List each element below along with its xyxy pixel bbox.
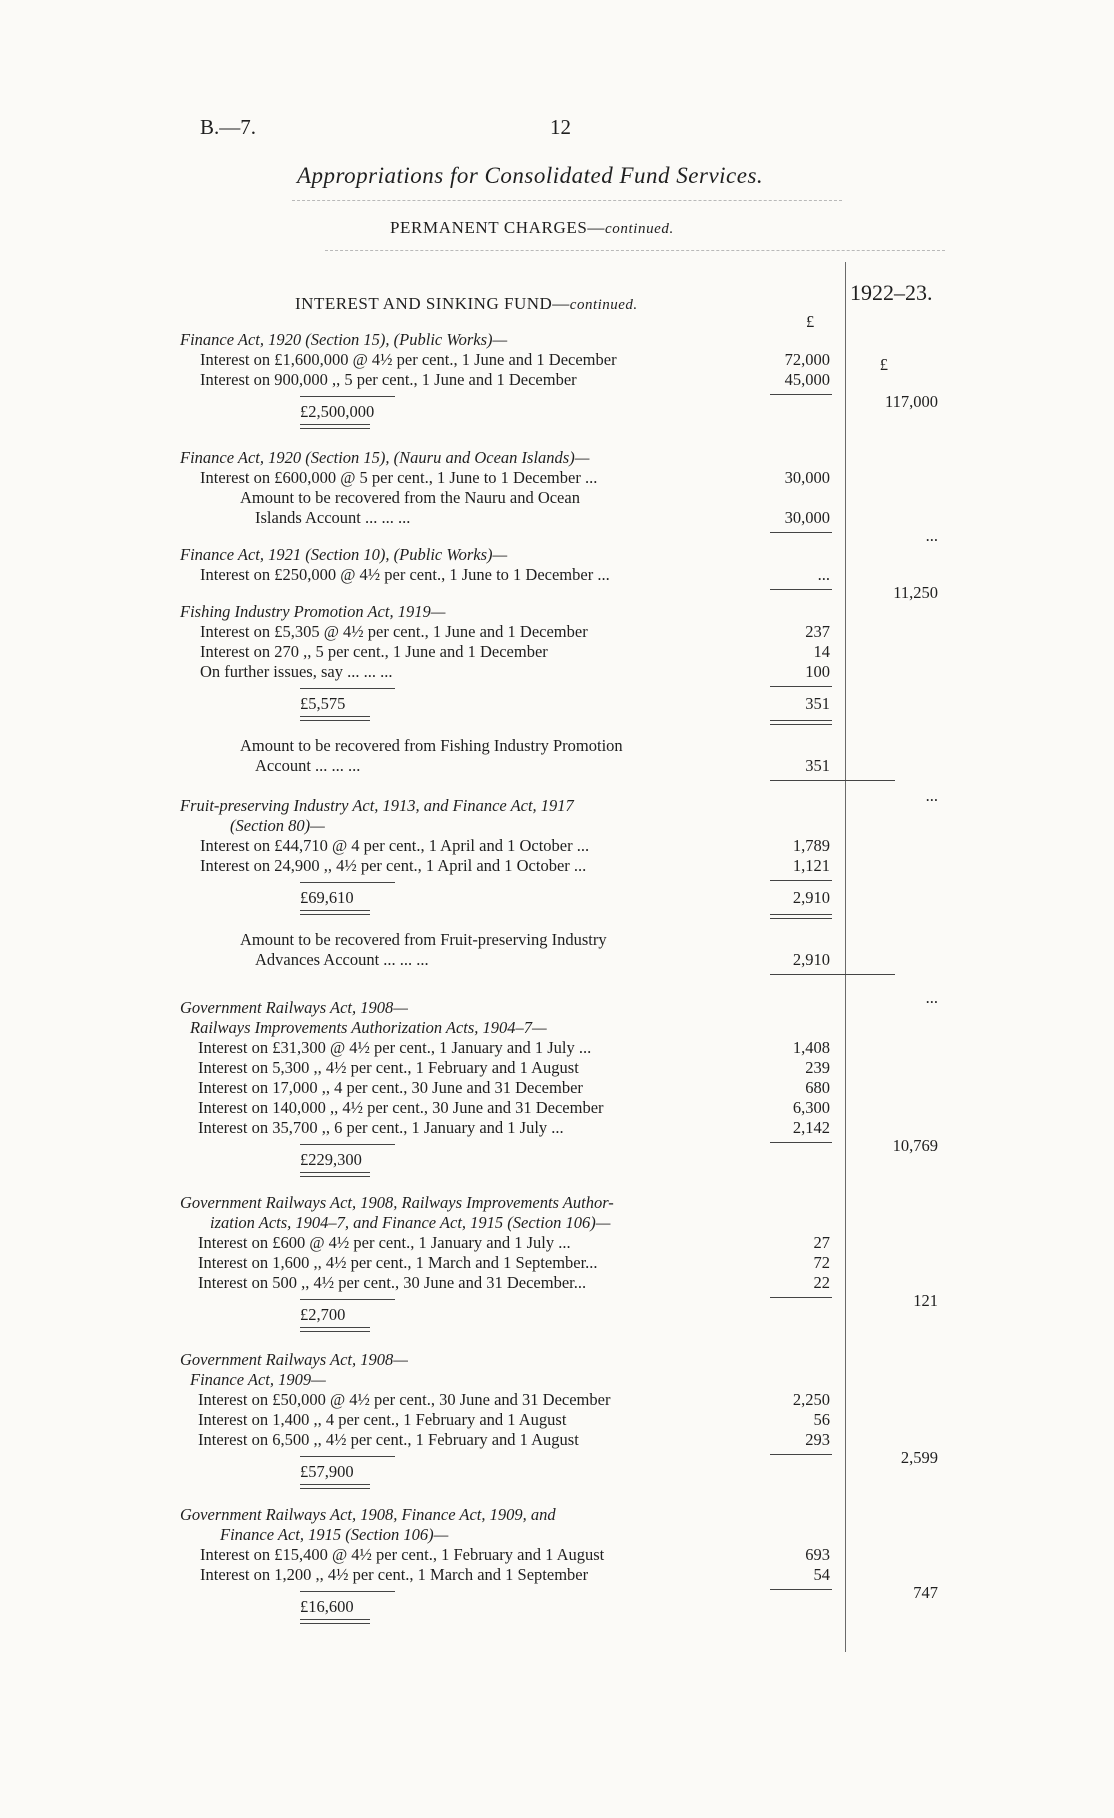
recovery-amount: 351 (805, 756, 830, 775)
year-amount: 10,769 (892, 1136, 938, 1155)
act-heading: Government Railways Act, 1908— (180, 1350, 408, 1369)
principal-total: £2,500,000 (300, 402, 375, 421)
year-amount: 2,599 (900, 1448, 938, 1467)
act-heading: Fishing Industry Promotion Act, 1919— (180, 602, 446, 621)
title-rule (292, 200, 842, 201)
act-heading: Finance Act, 1909— (190, 1370, 326, 1389)
amount-cell: 30,000 (784, 508, 830, 527)
subtotal-double-rule (770, 720, 832, 725)
year-amount: ... (925, 526, 938, 545)
recovery-amount: 2,910 (792, 950, 830, 969)
amount-cell: 22 (813, 1273, 830, 1292)
interest-line: Interest on £50,000 @ 4½ per cent., 30 June and 31 December (198, 1390, 611, 1409)
report-reference: B.—7. (200, 115, 257, 139)
subtotal-amount: 2,910 (792, 888, 830, 907)
principal-rule (300, 396, 395, 397)
amount-cell: 293 (805, 1430, 830, 1449)
principal-double-rule (300, 1172, 370, 1177)
interest-line: Interest on £250,000 @ 4½ per cent., 1 June to 1 December ... (200, 565, 610, 584)
act-heading: ization Acts, 1904–7, and Finance Act, 1915 (Section 106)— (210, 1213, 611, 1232)
principal-total: £229,300 (300, 1150, 362, 1169)
amount-cell: 1,789 (792, 836, 830, 855)
interest-line: Interest on 17,000 ,, 4 per cent., 30 June and 31 December (198, 1078, 583, 1097)
interest-line: Interest on £5,305 @ 4½ per cent., 1 June and 1 December (200, 622, 588, 641)
recovery-line: Amount to be recovered from Fishing Industry Promotion (240, 736, 623, 755)
recovery-rule (770, 974, 895, 975)
act-heading: Finance Act, 1920 (Section 15), (Public Works)— (180, 330, 508, 349)
act-heading: Finance Act, 1921 (Section 10), (Public Works)— (180, 545, 508, 564)
act-heading: Government Railways Act, 1908, Finance Act, 1909, and (180, 1505, 556, 1524)
year-amount: 11,250 (893, 583, 938, 602)
principal-total: £2,700 (300, 1305, 346, 1324)
amount-cell: 72,000 (784, 350, 830, 369)
interest-line: Interest on £1,600,000 @ 4½ per cent., 1 June and 1 December (200, 350, 617, 369)
principal-total: £57,900 (300, 1462, 354, 1481)
interest-line: Interest on 1,400 ,, 4 per cent., 1 February and 1 August (198, 1410, 567, 1429)
year-amount: ... (925, 786, 938, 805)
act-heading: Government Railways Act, 1908, Railways Improvements Author- (180, 1193, 614, 1212)
amount-rule (770, 1589, 832, 1590)
section-heading (295, 294, 638, 314)
amount-rule (770, 1297, 832, 1298)
page-title: Appropriations for Consolidated Fund Services. (297, 163, 764, 188)
subtitle-continued: continued. (604, 221, 674, 237)
principal-double-rule (300, 424, 370, 429)
amount-cell: 1,408 (792, 1038, 830, 1057)
recovery-line: Advances Account ... ... ... (255, 950, 429, 969)
section-continued: continued. (569, 297, 638, 313)
principal-double-rule (300, 1327, 370, 1332)
principal-total: £5,575 (300, 694, 346, 713)
amount-rule (770, 1454, 832, 1455)
principal-double-rule (300, 716, 370, 721)
interest-line: Interest on 24,900 ,, 4½ per cent., 1 April and 1 October ... (200, 856, 587, 875)
interest-line: Islands Account ... ... ... (255, 508, 411, 527)
principal-double-rule (300, 1484, 370, 1489)
interest-line: Interest on £31,300 @ 4½ per cent., 1 January and 1 July ... (198, 1038, 592, 1057)
year-pound-sign: £ (879, 355, 888, 374)
act-heading: Fruit-preserving Industry Act, 1913, and Finance Act, 1917 (180, 796, 574, 815)
amount-cell: 680 (805, 1078, 830, 1097)
amount-cell: 237 (805, 622, 830, 641)
amount-rule (770, 394, 832, 395)
amount-cell: 14 (813, 642, 830, 661)
subtitle (390, 218, 674, 238)
subtotal-amount: 351 (805, 694, 830, 713)
amount-rule (770, 532, 832, 533)
amount-cell: ... (817, 565, 830, 584)
act-heading: Finance Act, 1920 (Section 15), (Nauru and Ocean Islands)— (180, 448, 590, 467)
principal-double-rule (300, 1619, 370, 1624)
pound-sign: £ (806, 312, 815, 331)
amount-rule (770, 1142, 832, 1143)
interest-line: Amount to be recovered from the Nauru and Ocean (240, 488, 580, 507)
principal-total: £69,610 (300, 888, 354, 907)
amount-cell: 27 (813, 1233, 830, 1252)
interest-line: Interest on 1,200 ,, 4½ per cent., 1 March and 1 September (200, 1565, 589, 1584)
principal-rule (300, 688, 395, 689)
amount-cell: 56 (813, 1410, 830, 1429)
amount-cell: 45,000 (784, 370, 830, 389)
amount-cell: 6,300 (792, 1098, 830, 1117)
principal-rule (300, 882, 395, 883)
interest-line: Interest on £600 @ 4½ per cent., 1 January and 1 July ... (198, 1233, 571, 1252)
act-heading: Government Railways Act, 1908— (180, 998, 408, 1017)
year-column-heading: 1922–23. (850, 280, 933, 305)
recovery-line: Account ... ... ... (255, 756, 361, 775)
amount-cell: 100 (805, 662, 830, 681)
act-heading: Finance Act, 1915 (Section 106)— (220, 1525, 449, 1544)
amount-cell: 54 (813, 1565, 830, 1584)
amount-rule (770, 880, 832, 881)
year-amount: 121 (913, 1291, 938, 1310)
amount-rule (770, 589, 832, 590)
column-divider (845, 262, 846, 1652)
amount-cell: 1,121 (792, 856, 830, 875)
act-heading: Railways Improvements Authorization Acts, 1904–7— (190, 1018, 547, 1037)
amount-cell: 2,250 (792, 1390, 830, 1409)
interest-line: Interest on 35,700 ,, 6 per cent., 1 January and 1 July ... (198, 1118, 564, 1137)
page-number: 12 (550, 115, 571, 139)
amount-cell: 693 (805, 1545, 830, 1564)
principal-double-rule (300, 910, 370, 915)
amount-cell: 72 (813, 1253, 830, 1272)
subtitle-main: PERMANENT CHARGES— (390, 218, 605, 237)
principal-rule (300, 1591, 395, 1592)
principal-rule (300, 1144, 395, 1145)
interest-line: Interest on 900,000 ,, 5 per cent., 1 June and 1 December (200, 370, 577, 389)
amount-cell: 2,142 (792, 1118, 830, 1137)
interest-line: Interest on 5,300 ,, 4½ per cent., 1 February and 1 August (198, 1058, 579, 1077)
principal-rule (300, 1456, 395, 1457)
interest-line: Interest on 6,500 ,, 4½ per cent., 1 February and 1 August (198, 1430, 579, 1449)
interest-line: Interest on 500 ,, 4½ per cent., 30 June and 31 December... (198, 1273, 587, 1292)
interest-line: Interest on £15,400 @ 4½ per cent., 1 February and 1 August (200, 1545, 605, 1564)
recovery-rule (770, 780, 895, 781)
amount-rule (770, 686, 832, 687)
section-main: INTEREST AND SINKING FUND— (295, 294, 570, 313)
interest-line: Interest on £600,000 @ 5 per cent., 1 June to 1 December ... (200, 468, 598, 487)
recovery-line: Amount to be recovered from Fruit-preserving Industry (240, 930, 607, 949)
interest-line: On further issues, say ... ... ... (200, 662, 393, 681)
subtotal-double-rule (770, 914, 832, 919)
principal-total: £16,600 (300, 1597, 354, 1616)
act-heading: (Section 80)— (230, 816, 325, 835)
subtitle-rule (325, 250, 945, 251)
year-amount: ... (925, 988, 938, 1007)
interest-line: Interest on 270 ,, 5 per cent., 1 June and 1 December (200, 642, 548, 661)
principal-rule (300, 1299, 395, 1300)
interest-line: Interest on £44,710 @ 4 per cent., 1 April and 1 October ... (200, 836, 590, 855)
year-amount: 747 (913, 1583, 938, 1602)
interest-line: Interest on 140,000 ,, 4½ per cent., 30 June and 31 December (198, 1098, 604, 1117)
interest-line: Interest on 1,600 ,, 4½ per cent., 1 March and 1 September... (198, 1253, 598, 1272)
year-amount: 117,000 (884, 392, 938, 411)
amount-cell: 30,000 (784, 468, 830, 487)
amount-cell: 239 (805, 1058, 830, 1077)
